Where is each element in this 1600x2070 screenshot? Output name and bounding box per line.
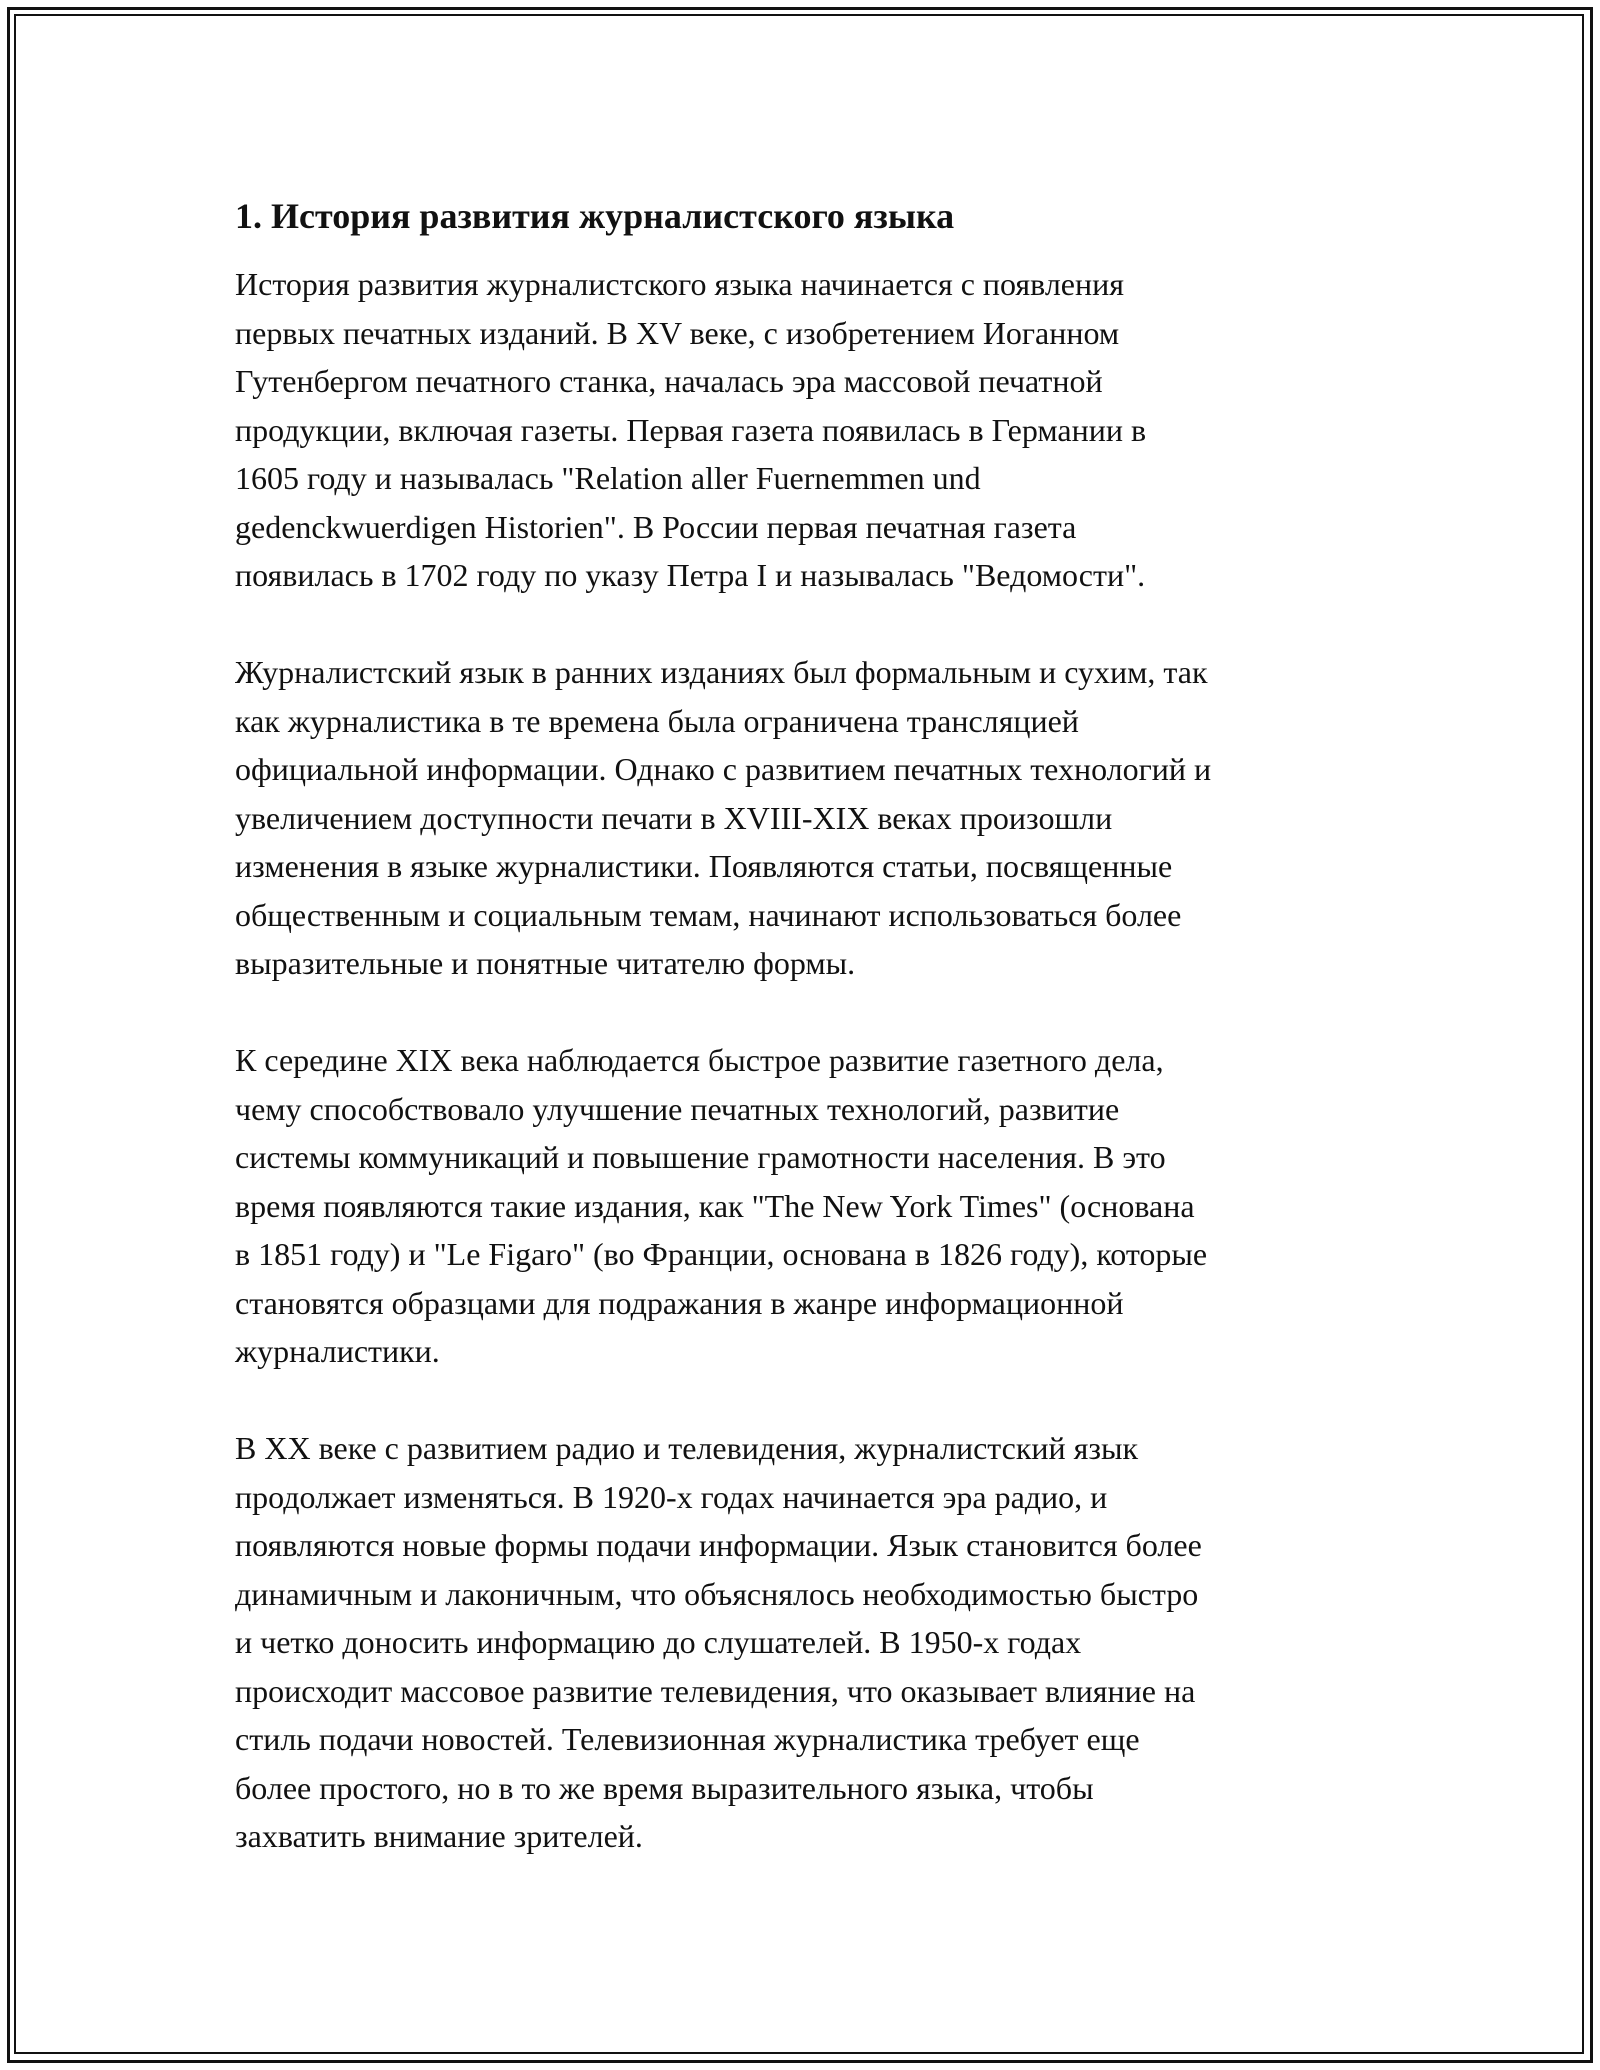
paragraph-4: В XX веке с развитием радио и телевидения, журналистский язык продолжает изменяться. В 1920-х годах начинается эра радио, и появляются новые формы подачи информации. Язык становится более динамичным и лаконичным, что объяснялось необходимостью быстро и четко доносить информацию до слушателей. В 1950-х годах происходит массовое развитие телевидения, что оказывает влияние на стиль подачи новостей. Телевизионная журналистика требует еще более простого, но в то же время выразительного языка, чтобы захватить внимание зрителей. [235, 1430, 1202, 1854]
paragraph-1: История развития журналистского языка начинается с появления первых печатных изданий. В XV веке, с изобретением Иоганном Гутенбергом печатного станка, началась эра массовой печатной продукции, включая газеты. Первая газета появилась в Германии в 1605 году и называлась "Relation aller Fuernemmen und gedenckwuerdigen Historien". В России первая печатная газета появилась в 1702 году по указу Петра I и называлась "Ведомости". [235, 266, 1147, 593]
paragraph-3: К середине XIX века наблюдается быстрое развитие газетного дела, чему способствовало улучшение печатных технологий, развитие системы коммуникаций и повышение грамотности населения. В это время появляются такие издания, как "The New York Times" (основана в 1851 году) и "Le Figaro" (во Франции, основана в 1826 году), которые становятся образцами для подражания в жанре информационной журналистики. [235, 1042, 1208, 1369]
paragraph-2: Журналистский язык в ранних изданиях был формальным и сухим, так как журналистика в те времена была ограничена трансляцией официальной информации. Однако с развитием печатных технологий и увеличением доступности печати в XVIII-XIX веках произошли изменения в языке журналистики. Появляются статьи, посвященные общественным и социальным темам, начинают использоваться более выразительные и понятные читателю формы. [235, 654, 1212, 981]
document-body [235, 188, 1365, 1861]
section-heading: 1. История развития журналистского языка [235, 196, 955, 236]
